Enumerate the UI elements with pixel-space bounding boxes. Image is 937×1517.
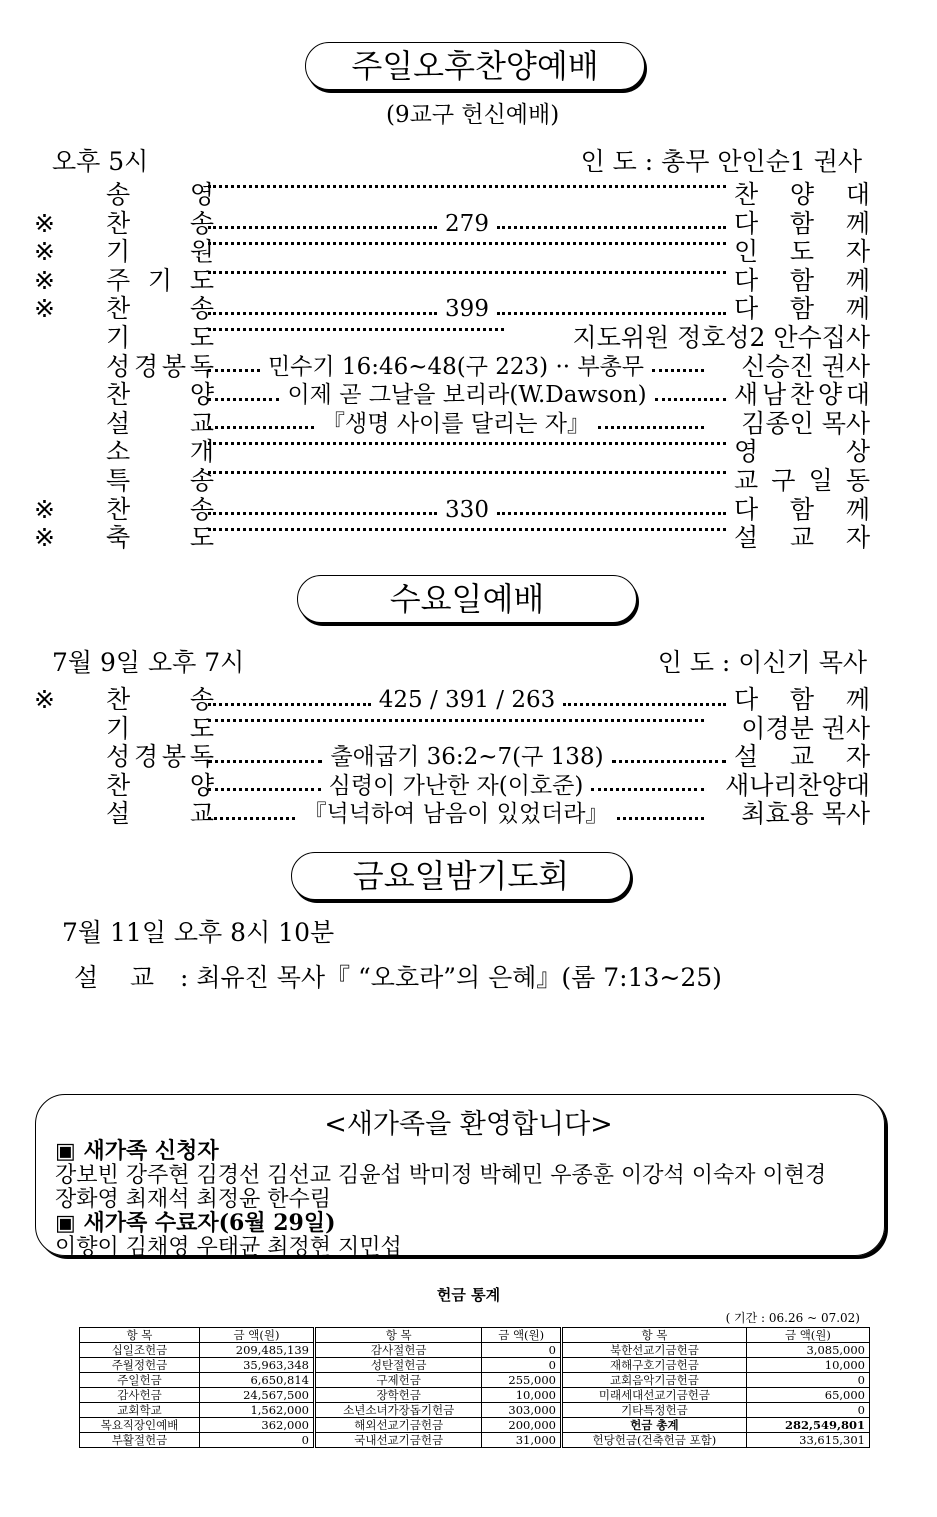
order-detail: 이제 곧 그날을 보리라(W.Dawson)	[287, 382, 647, 409]
offering-amount: 65,000	[746, 1388, 869, 1403]
dot-leader	[208, 398, 279, 401]
offering-item: 교회학교	[80, 1403, 200, 1418]
char: 찬	[106, 494, 131, 524]
offering-item: 소년소녀가장돕기헌금	[314, 1403, 481, 1418]
char: 다	[734, 494, 759, 524]
order-row	[34, 715, 870, 743]
char: 독	[189, 742, 214, 772]
char: 성	[106, 351, 131, 381]
stand-mark: ※	[34, 494, 55, 524]
sunday-leader: 인 도 : 총무 안인순1 권사	[580, 147, 862, 176]
order-leader-line	[204, 715, 708, 718]
offering-item: 헌금 총계	[561, 1418, 746, 1433]
char: 교	[189, 408, 214, 438]
order-leader-line	[204, 381, 730, 409]
dot-leader	[617, 817, 704, 820]
offering-row	[80, 1358, 870, 1373]
order-person	[734, 743, 870, 771]
offering-item: 부활절헌금	[80, 1433, 200, 1448]
char: 자	[845, 742, 870, 772]
char: 원	[189, 237, 214, 267]
offering-item: 해외선교기금헌금	[314, 1418, 481, 1433]
offering-row	[80, 1388, 870, 1403]
order-row	[34, 467, 870, 495]
char: 성	[106, 742, 131, 772]
order-detail: 심령이 가난한 자(이호준)	[328, 772, 584, 799]
offering-amount: 24,567,500	[199, 1388, 314, 1403]
offering-item: 기타특정헌금	[561, 1403, 746, 1418]
order-person	[734, 524, 870, 552]
offering-header-cell: 항 목	[80, 1328, 200, 1343]
char: 찬	[734, 180, 759, 209]
friday-time: 7월 11일 오후 8시 10분	[62, 918, 335, 947]
offering-amount: 209,485,139	[199, 1343, 314, 1358]
char: 설	[106, 799, 131, 829]
order-row	[34, 524, 870, 552]
order-name	[106, 743, 214, 771]
offering-table	[79, 1327, 870, 1448]
offering-row	[80, 1343, 870, 1358]
char: 새	[734, 380, 759, 410]
order-person: 지도위원 정호성2 안수집사	[572, 323, 870, 352]
char: 찬	[106, 208, 131, 238]
char: 양	[189, 380, 214, 410]
offering-item: 교회음악기금헌금	[561, 1373, 746, 1388]
dot-leader	[208, 442, 726, 445]
order-person: 새나리찬양대	[725, 770, 870, 800]
order-name	[106, 295, 214, 323]
dot-leader	[655, 398, 726, 401]
offering-amount: 6,650,814	[199, 1373, 314, 1388]
char: 대	[845, 180, 870, 209]
order-name	[106, 210, 214, 238]
dot-leader	[208, 512, 437, 515]
offering-amount: 10,000	[482, 1388, 562, 1403]
order-name	[106, 800, 214, 828]
order-leader-line	[204, 353, 708, 381]
char: 께	[845, 265, 870, 295]
dot-leader	[208, 242, 726, 245]
order-person	[734, 686, 870, 714]
offering-item: 헌당헌금(건축헌금 포함)	[561, 1433, 746, 1448]
dot-leader	[208, 528, 726, 531]
offering-item: 감사절헌금	[314, 1343, 481, 1358]
char: 기	[106, 323, 131, 352]
char: 기	[106, 713, 131, 743]
order-row	[34, 324, 870, 352]
char: 께	[845, 294, 870, 324]
char: 도	[189, 713, 214, 743]
stand-mark: ※	[34, 523, 55, 553]
char: 찬	[106, 685, 131, 714]
char: 께	[845, 685, 870, 714]
order-name	[106, 496, 214, 524]
order-row	[34, 772, 870, 800]
order-person	[734, 210, 870, 238]
order-name	[106, 353, 214, 381]
char: 도	[189, 523, 214, 553]
order-leader-line	[204, 438, 730, 441]
order-leader-line	[204, 181, 730, 184]
order-row	[34, 267, 870, 295]
offering-amount: 0	[746, 1403, 869, 1418]
dot-leader	[208, 185, 726, 188]
char: 영	[734, 437, 759, 467]
offering-header-cell: 항 목	[561, 1328, 746, 1343]
order-detail: 민수기 16:46~48(구 223) ·· 부총무	[267, 353, 645, 380]
char: 구	[771, 466, 796, 495]
order-row	[34, 295, 870, 323]
order-row	[34, 800, 870, 828]
char: 기	[106, 237, 131, 267]
order-detail: 『넉넉하여 남음이 있었더라』	[303, 801, 609, 828]
char: 도	[189, 323, 214, 352]
order-name	[106, 381, 214, 409]
offering-amount: 0	[746, 1373, 869, 1388]
char: 송	[189, 208, 214, 238]
order-row	[34, 210, 870, 238]
char: 남	[761, 380, 787, 410]
order-row	[34, 686, 870, 714]
applicants-label: ▣ 새가족 신청자	[55, 1138, 219, 1164]
order-person: 최효용 목사	[741, 799, 870, 829]
order-person	[734, 181, 870, 209]
order-leader-line	[204, 496, 730, 524]
wednesday-title: 수요일예배	[297, 575, 637, 623]
offering-item: 북한선교기금헌금	[561, 1343, 746, 1358]
order-name	[106, 238, 214, 266]
char: 대	[845, 380, 870, 410]
friday-title: 금요일밤기도회	[291, 852, 631, 900]
char: 교	[789, 523, 815, 553]
offering-header-cell: 금 액(원)	[746, 1328, 869, 1343]
wednesday-leader: 인 도 : 이신기 목사	[657, 648, 867, 677]
order-name	[106, 181, 214, 209]
friday-sermon: : 최유진 목사『 “오호라”의 은혜』(롬 7:13~25)	[180, 963, 722, 992]
char: 함	[789, 685, 815, 714]
offering-item: 국내선교기금헌금	[314, 1433, 481, 1448]
char: 개	[189, 437, 214, 467]
dot-leader	[208, 703, 371, 706]
offering-amount: 10,000	[746, 1358, 869, 1373]
order-name	[106, 410, 214, 438]
char: 도	[789, 237, 815, 267]
char: 송	[189, 494, 214, 524]
char: 찬	[789, 380, 815, 410]
char: 다	[734, 294, 759, 324]
offering-amount: 33,615,301	[746, 1433, 869, 1448]
dot-leader	[497, 512, 726, 515]
dot-leader	[208, 760, 322, 763]
order-leader-line	[204, 772, 708, 800]
order-name	[106, 686, 214, 714]
offering-amount: 3,085,000	[746, 1343, 869, 1358]
char: 께	[845, 494, 870, 524]
offering-title: 헌금 통계	[436, 1286, 501, 1304]
offering-item: 성탄절헌금	[314, 1358, 481, 1373]
char: 설	[734, 523, 759, 553]
char: 송	[189, 466, 214, 495]
order-name	[106, 324, 214, 352]
order-leader-line	[204, 295, 730, 323]
char: 교	[789, 742, 815, 772]
char: 자	[845, 523, 870, 553]
offering-period: ( 기간 : 06.26 ~ 07.02)	[725, 1311, 860, 1325]
dot-leader	[208, 471, 726, 474]
stand-mark: ※	[34, 237, 55, 267]
order-row	[34, 381, 870, 409]
char: 함	[789, 208, 815, 238]
order-leader-line	[204, 210, 730, 238]
order-leader-line	[204, 800, 708, 828]
order-person	[734, 467, 870, 495]
sunday-time: 오후 5시	[52, 147, 149, 176]
order-person	[734, 238, 870, 266]
char: 송	[189, 685, 214, 714]
offering-header-cell: 항 목	[314, 1328, 481, 1343]
offering-amount: 35,963,348	[199, 1358, 314, 1373]
order-row	[34, 743, 870, 771]
char: 설	[734, 742, 759, 772]
offering-row	[80, 1373, 870, 1388]
char: 찬	[106, 770, 131, 800]
order-leader-line	[204, 410, 708, 438]
order-leader-line	[204, 524, 730, 527]
char: 자	[845, 237, 870, 267]
char: 함	[789, 265, 815, 295]
order-detail: 330	[445, 496, 489, 523]
dot-leader	[497, 226, 726, 229]
char: 동	[845, 466, 870, 495]
friday-sermon-label: 설 교	[74, 963, 155, 992]
char: 께	[845, 208, 870, 238]
offering-item: 십일조헌금	[80, 1343, 200, 1358]
offering-row	[80, 1433, 870, 1448]
order-leader-line	[204, 743, 730, 771]
char: 상	[845, 437, 870, 467]
char: 일	[808, 466, 833, 495]
order-person	[734, 295, 870, 323]
order-name	[106, 715, 214, 743]
welcome-title: <새가족을 환영합니다>	[324, 1109, 613, 1140]
order-name	[106, 524, 214, 552]
offering-amount: 200,000	[482, 1418, 562, 1433]
dot-leader	[563, 703, 726, 706]
order-row	[34, 353, 870, 381]
char: 봉	[161, 351, 187, 381]
dot-leader	[497, 312, 726, 315]
order-leader-line	[204, 267, 730, 270]
offering-header-row	[80, 1328, 870, 1343]
order-detail: 425 / 391 / 263	[378, 687, 556, 713]
char: 교	[189, 799, 214, 829]
char: 다	[734, 265, 759, 295]
char: 도	[189, 265, 214, 295]
order-name	[106, 772, 214, 800]
dot-leader	[612, 760, 726, 763]
order-leader-line	[204, 467, 730, 470]
applicants-line-1: 강보빈 강주현 김경선 김선교 김윤섭 박미정 박혜민 우종훈 이강석 이숙자 이현경	[55, 1163, 827, 1188]
char: 영	[189, 180, 214, 209]
order-person: 김종인 목사	[741, 408, 870, 438]
offering-amount: 0	[482, 1358, 562, 1373]
offering-amount: 282,549,801	[746, 1418, 869, 1433]
char: 특	[106, 466, 131, 495]
offering-item: 주일헌금	[80, 1373, 200, 1388]
offering-amount: 0	[482, 1343, 562, 1358]
dot-leader	[208, 328, 504, 331]
order-person: 이경분 권사	[741, 713, 870, 743]
stand-mark: ※	[34, 265, 55, 295]
char: 소	[106, 437, 131, 467]
wednesday-time: 7월 9일 오후 7시	[52, 648, 245, 677]
order-detail: 출애굽기 36:2~7(구 138)	[330, 744, 604, 771]
order-name	[106, 267, 214, 295]
offering-item: 목요직장인예배	[80, 1418, 200, 1433]
order-name	[106, 467, 214, 495]
offering-amount: 0	[199, 1433, 314, 1448]
offering-amount: 255,000	[482, 1373, 562, 1388]
char: 송	[106, 180, 131, 209]
offering-amount: 1,562,000	[199, 1403, 314, 1418]
offering-amount: 303,000	[482, 1403, 562, 1418]
offering-header-cell: 금 액(원)	[482, 1328, 562, 1343]
sunday-subtitle: (9교구 헌신예배)	[386, 102, 560, 128]
offering-item: 재해구호기금헌금	[561, 1358, 746, 1373]
order-person	[734, 381, 870, 409]
char: 양	[817, 380, 843, 410]
offering-item: 주월정헌금	[80, 1358, 200, 1373]
dot-leader	[208, 226, 437, 229]
char: 경	[133, 742, 159, 772]
dot-leader	[598, 426, 704, 429]
char: 찬	[106, 380, 131, 410]
sunday-title: 주일오후찬양예배	[305, 42, 645, 90]
dot-leader	[208, 817, 295, 820]
offering-item: 미래세대선교기금헌금	[561, 1388, 746, 1403]
dot-leader	[208, 788, 321, 791]
char: 다	[734, 208, 759, 238]
char: 함	[789, 294, 815, 324]
order-row	[34, 181, 870, 209]
char: 독	[189, 351, 214, 381]
stand-mark: ※	[34, 685, 55, 714]
order-row	[34, 410, 870, 438]
order-person: 신승진 권사	[741, 351, 870, 381]
order-leader-line	[204, 238, 730, 241]
stand-mark: ※	[34, 294, 55, 324]
order-person	[734, 267, 870, 295]
graduates-label: ▣ 새가족 수료자(6월 29일)	[55, 1210, 336, 1236]
offering-row	[80, 1418, 870, 1433]
order-leader-line	[204, 686, 730, 714]
offering-header-cell: 금 액(원)	[199, 1328, 314, 1343]
dot-leader	[208, 369, 260, 372]
dot-leader	[208, 312, 437, 315]
offering-row	[80, 1403, 870, 1418]
order-row	[34, 438, 870, 466]
char: 경	[133, 351, 159, 381]
order-leader-line	[204, 324, 508, 327]
offering-item: 구제헌금	[314, 1373, 481, 1388]
offering-item: 장학헌금	[314, 1388, 481, 1403]
graduates-line: 이향이 김채영 우태균 최정현 지민섭	[55, 1235, 402, 1260]
dot-leader	[652, 369, 704, 372]
dot-leader	[208, 426, 314, 429]
char: 양	[789, 180, 815, 209]
char: 봉	[161, 742, 187, 772]
applicants-line-2: 장화영 최재석 최정윤 한수림	[55, 1187, 332, 1212]
char: 인	[734, 237, 759, 267]
order-name	[106, 438, 214, 466]
char: 기	[147, 265, 173, 295]
char: 축	[106, 523, 131, 553]
offering-item: 감사헌금	[80, 1388, 200, 1403]
order-person	[734, 496, 870, 524]
char: 설	[106, 408, 131, 438]
dot-leader	[208, 271, 726, 274]
char: 찬	[106, 294, 131, 324]
dot-leader	[591, 788, 704, 791]
dot-leader	[208, 719, 704, 722]
order-person	[734, 438, 870, 466]
order-row	[34, 238, 870, 266]
order-detail: 『생명 사이를 달리는 자』	[322, 410, 590, 437]
char: 송	[189, 294, 214, 324]
order-detail: 279	[445, 210, 489, 237]
offering-amount: 362,000	[199, 1418, 314, 1433]
offering-amount: 31,000	[482, 1433, 562, 1448]
char: 함	[789, 494, 815, 524]
order-detail: 399	[445, 296, 489, 323]
char: 주	[106, 265, 131, 295]
stand-mark: ※	[34, 208, 55, 238]
char: 교	[734, 466, 759, 495]
order-row	[34, 496, 870, 524]
char: 다	[734, 685, 759, 714]
char: 양	[189, 770, 214, 800]
